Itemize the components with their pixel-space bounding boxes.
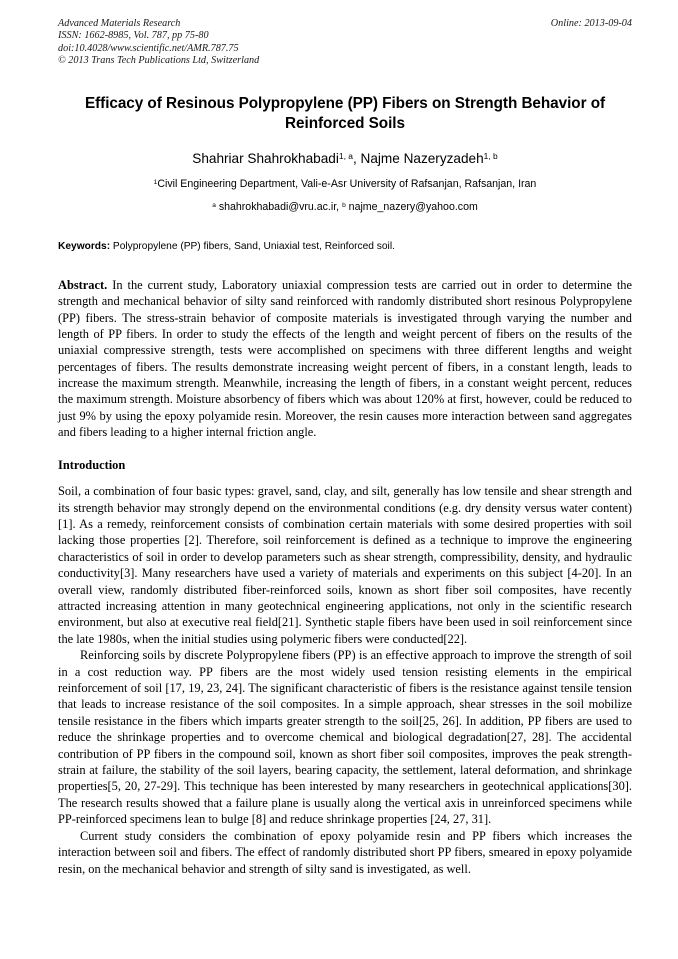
section-heading-introduction: Introduction [58,458,126,473]
author-affiliation-marker-1: 1, a [338,151,353,162]
journal-header-left [58,18,478,67]
introduction-paragraph-3: Current study considers the combination of epoxy polyamide resin and PP fibers which increases the interaction between soil and fibers. The effect of randomly distributed short PP fibers, smeared in epoxy polyamide resin, on the mechanical behavior and strength of silty sand is investigated, as well. [58,828,632,876]
author-emails-line [58,200,632,214]
author-list [58,150,632,167]
introduction-paragraph-1: Soil, a combination of four basic types: gravel, sand, clay, and silt, generally has low tensile and shear strength and its strength behavior may strongly depend on the environmental conditions (e.g. dry density versus water content) [1]. As a remedy, reinforcement consists of combination certain materials with some desired properties with soil lacking those properties [2]. Therefore, soil reinforcement is defined as a technique to improve the engineering characteristics of soil in order to develop parameters such as shear strength, compressibility, density, and hydraulic conductivity[3]. Many researchers have used a variety of materials and experiments on this subject [4-20]. In an overall view, randomly distributed fiber-reinforced soils, known as short fiber soil composites, have recently attracted increasing attention in many geotechnical engineering applications, not only in the scientific research environment, but also at executive real field[21]. Synthetic staple fibers have been used in soil reinforcement since the late 1980s, when the initial studies using polymeric fibers were conducted[22]. [58,484,632,646]
author-separator: , [352,151,361,167]
keywords-text: Polypropylene (PP) fibers, Sand, Uniaxial test, Reinforced soil. [110,241,395,253]
journal-name: Advanced Materials Research [58,18,181,29]
author-name-2: Najme Nazeryzadeh [360,151,484,167]
journal-doi-line: doi:10.4028/www.scientific.net/AMR.787.75 [58,42,239,54]
online-publication-date: Online: 2013-09-04 [550,18,632,29]
abstract-label: Abstract. [58,278,108,293]
affiliation-line [58,177,632,191]
introduction-paragraph-2: Reinforcing soils by discrete Polypropylene fibers (PP) is an effective approach to improve the strength of soil in a cost reduction way. PP fibers are the most widely used tension resisting elements in the empirical reinforcement of soil [17, 19, 23, 24]. The significant characteristic of fibers is the resistance against tensile tension that leads to increase resistance of the soil composites. In a simple approach, shear stresses in the soil mobilize tensile resistance in the fibers which imparts greater strength to the soil[25, 26]. In addition, PP fibers are used to reduce the shrinkage properties and to overcome chemical and biological degradation[27, 28]. The accidental contribution of PP fibers in the compound soil, known as short fiber soil composites, improves the peak strength-strain at failure, the stability of the soil layers, bearing capacity, the settlement, lateral deformation, and shrinkage properties[5, 20, 27-29]. This technique has been interested by many researchers in geotechnical applications[30]. The research results showed that a failure plane is usually along the vertical axis in unreinforced specimens while PP-reinforced specimens lean to bulge [8] and reduce shrinkage properties [24, 27, 31]. [58,648,632,827]
email-marker-a: a [212,202,216,210]
affiliation-text: Civil Engineering Department, Vali-e-Asr University of Rafsanjan, Rafsanjan, Iran [157,178,537,191]
abstract-paragraph [58,277,632,440]
journal-issn-line: ISSN: 1662-8985, Vol. 787, pp 75-80 [58,30,209,42]
keywords-label: Keywords: [58,241,111,253]
keywords-line [58,240,632,254]
author-affiliation-marker-2: 1, b [483,151,498,162]
page-title: Efficacy of Resinous Polypropylene (PP) Fibers on Strength Behavior of Reinforced Soils [84,95,606,133]
affiliation-marker: 1 [153,179,158,187]
email-marker-b: b [342,202,346,210]
journal-copyright-line: © 2013 Trans Tech Publications Ltd, Switzerland [58,54,260,66]
abstract-text: In the current study, Laboratory uniaxial compression tests are carried out in order to determine the strength and mechanical behavior of silty sand reinforced with randomly distributed short resinous Polypropylene (PP) fibers. The stress-strain behavior of composite materials is investigated through varying the number and length of PP fibers. In order to study the effects of the length and weight percent of fibers on the results of the uniaxial compressive strength, tests were accomplished on specimens with three different lengths and weight percentages of fibers. The results demonstrate increasing weight percent of fibers, in a constant length, leads to increase the maximum strength. Meanwhile, increasing the length of fibers, in a constant weight percent, reduces the maximum strength. Moisture absorbency of fibers which was about 120% at first, however, could be reduced to just 9% by using the epoxy polyamide resin. Moreover, the resin causes more interaction between sand aggregates and fibers leading to a higher internal friction angle. [58,278,632,439]
email-address-b[interactable]: najme_nazery@yahoo.com [348,201,478,214]
email-address-a[interactable]: shahrokhabadi@vru.ac.ir, [218,201,340,214]
journal-header [58,18,632,67]
author-name-1: Shahriar Shahrokhabadi [192,151,339,167]
